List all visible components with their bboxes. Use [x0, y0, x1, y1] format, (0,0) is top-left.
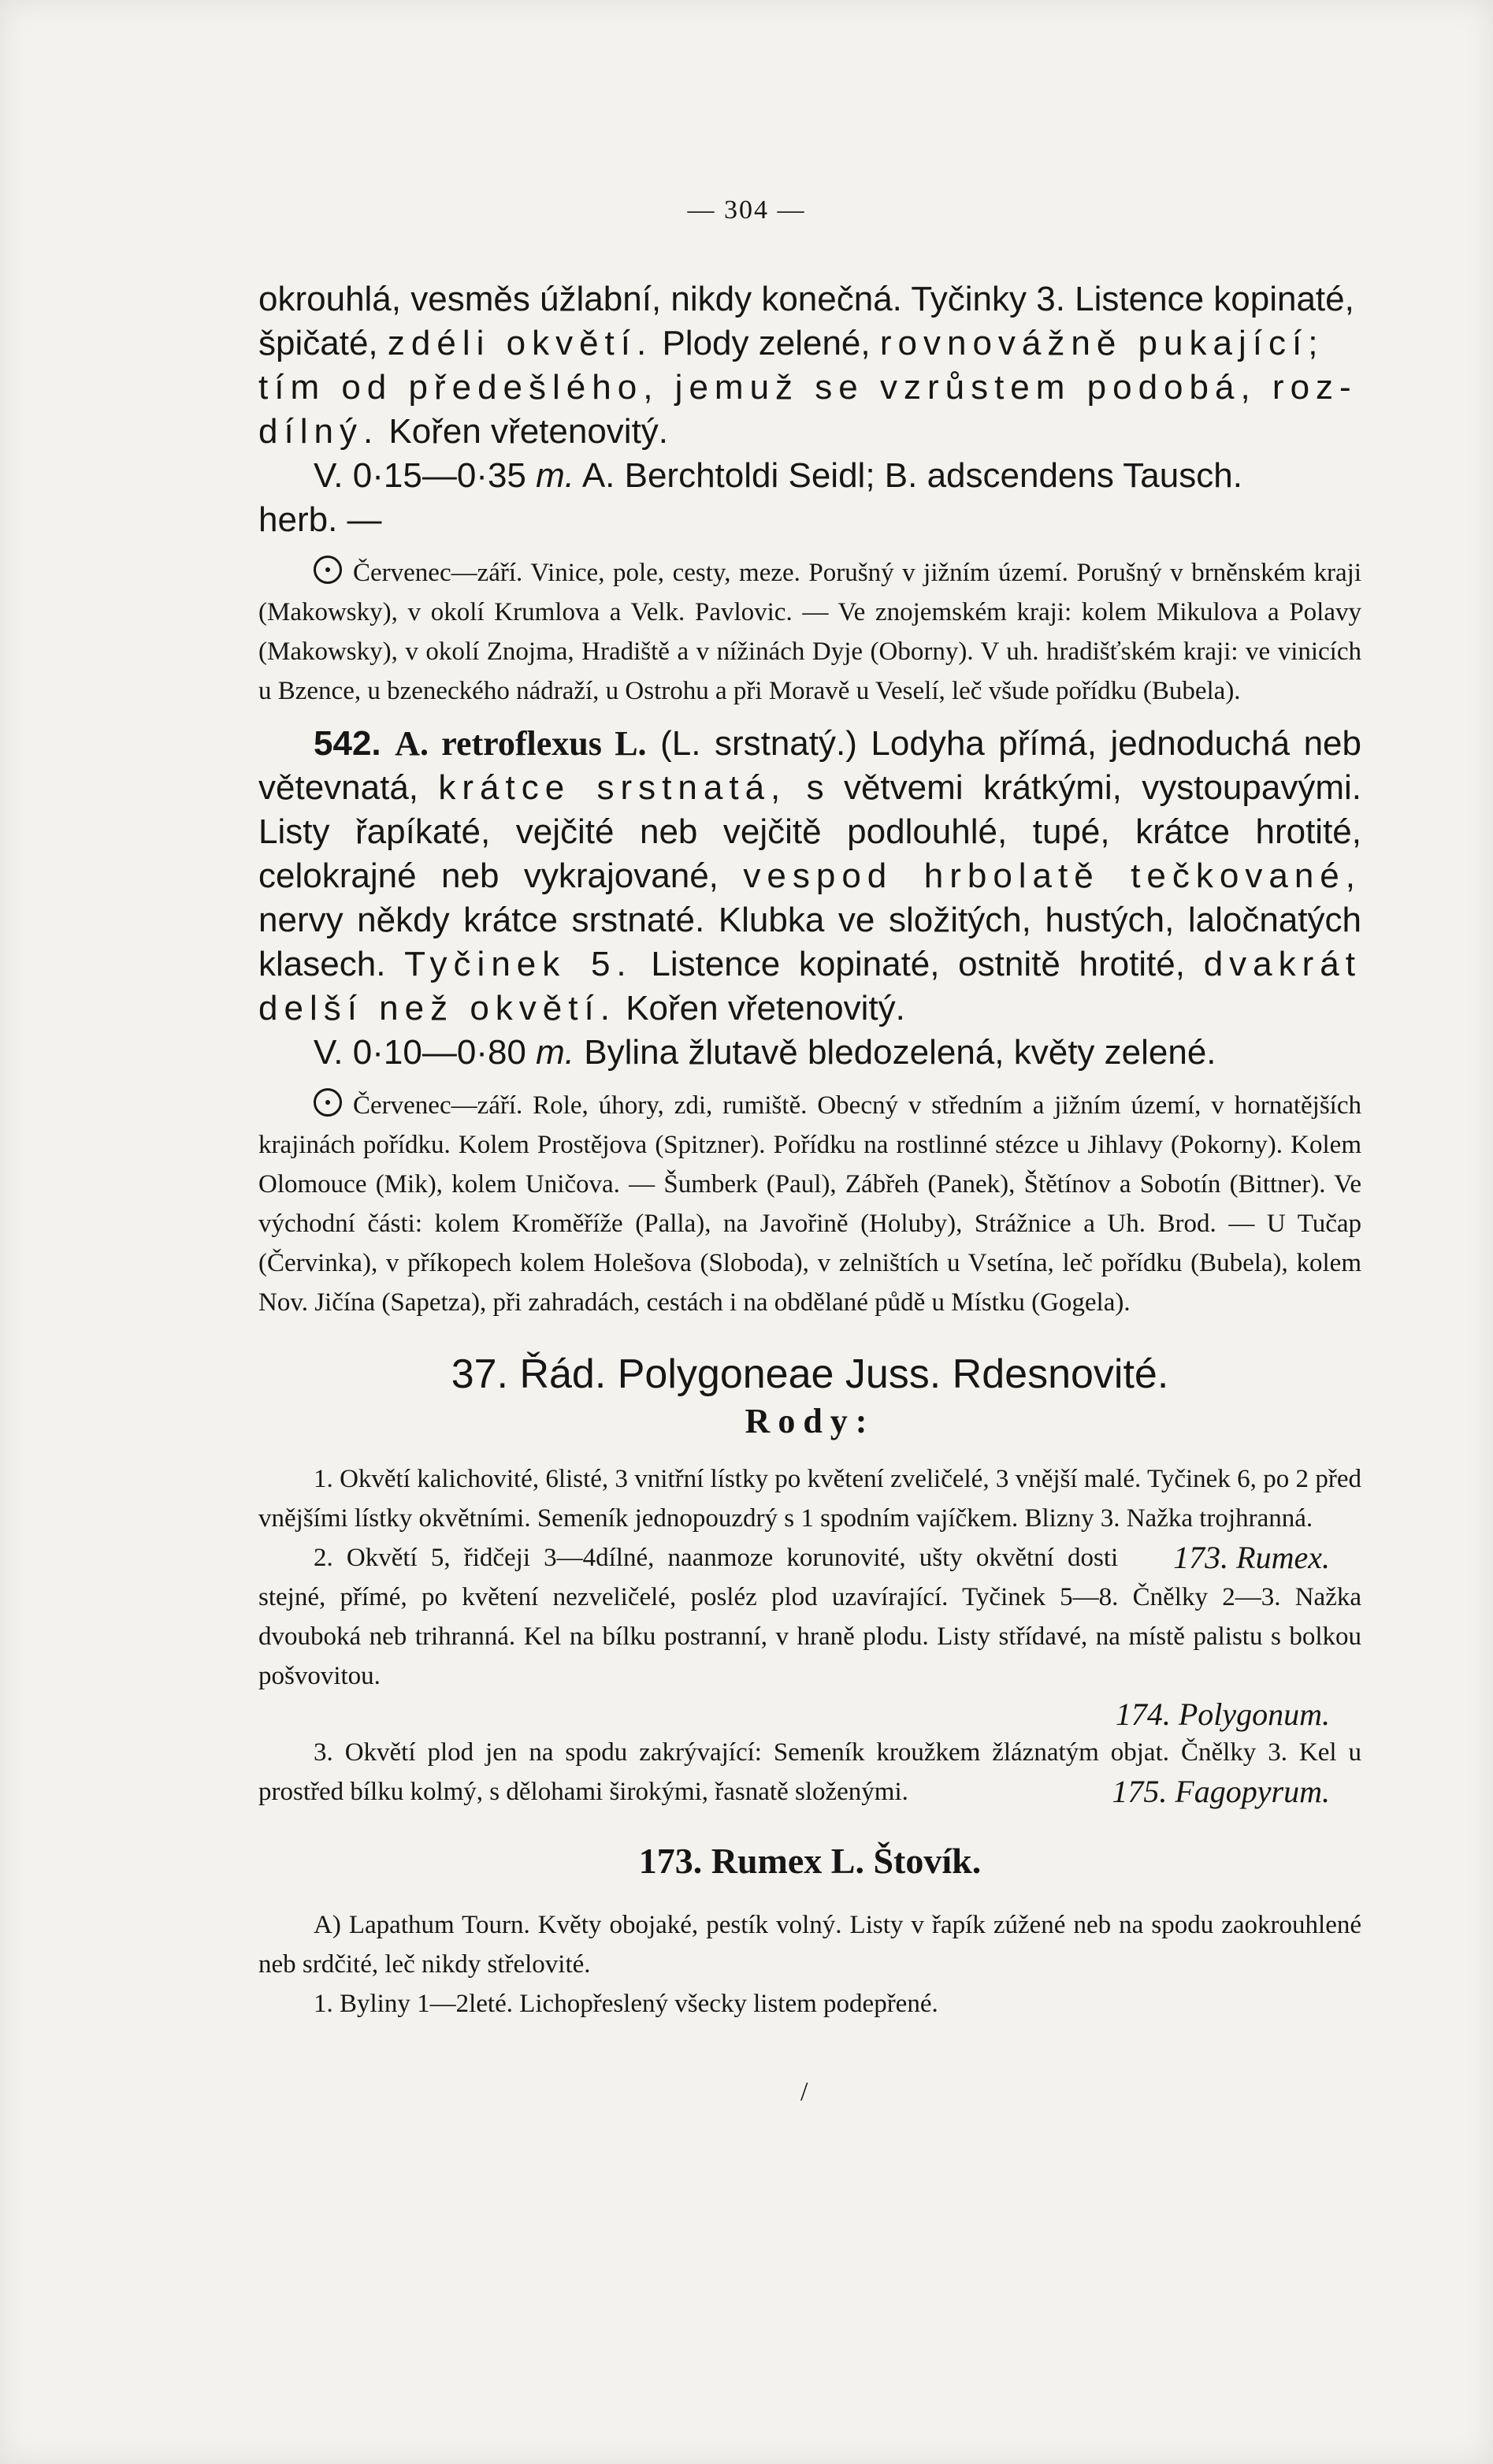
- key-item-1-ref: 173. Rumex.: [1173, 1540, 1330, 1575]
- prev-line-4a: dílný.: [258, 412, 380, 451]
- prev-varieties: A. Berchtoldi Seidl; B. adscendens Tausch.: [581, 456, 1242, 495]
- prev-habitat: [258, 553, 1361, 711]
- species-habitat-text: Červenec—září. Role, úhory, zdi, rumiště. Obecný v středním a jižním území, v hornatějších krajinách pořídku. Kolem Prostějova (Spitzner). Pořídku na rostlinné stézce u Jihlavy (Pokorny). Kolem Olomouce (Mik), kolem Uničova. — Šumberk (Paul), Zábřeh (Panek), Štětínov a Sobotín (Bittner). Ve východní části: kolem Kroměříže (Palla), na Javořině (Holuby), Strážnice a Uh. Brod. — U Tučap (Červinka), v příkopech kolem Holešova (Sloboda), v zelništích u Vsetína, leč pořídku (Bubela), kolem Nov. Jičína (Sapetza), při zahradách, cestách i na obdělané půdě u Místku (Gogela).: [258, 1091, 1361, 1317]
- key-item-3: [258, 1733, 1361, 1812]
- species-name: A. retroflexus L.: [395, 724, 647, 763]
- species-desc-1: Lodyha přímá, jednoduchá neb větevnatá,: [258, 724, 1361, 807]
- key-item-3-ref: 175. Fagopyrum.: [1112, 1774, 1330, 1809]
- prev-line-3: tím od předešlého, jemuž se vzrůstem podobá, roz-: [258, 368, 1357, 407]
- key-item-2-ref: 174. Polygonum.: [1115, 1697, 1330, 1732]
- species-desc-2s: vespod hrbolatě tečkované,: [743, 857, 1361, 895]
- prev-herb: herb. —: [258, 500, 382, 539]
- prev-line-2a: špičaté,: [258, 324, 378, 362]
- prev-line-4b: Kořen vřetenovitý.: [388, 412, 669, 451]
- order-heading: 37. Řád. Polygoneae Juss. Rdesnovité.: [451, 1351, 1169, 1397]
- annual-plant-icon: [314, 1088, 342, 1117]
- page-content: [258, 277, 1361, 2024]
- prev-line-2d: rovnovážně pukající;: [879, 324, 1324, 362]
- species-desc-2: s větvemi krátkými, vystoupavými. Listy řapíkaté, vejčité neb vejčitě podlouhlé, tupé, krátce hrotité, celokrajné neb vykrajované,: [258, 768, 1361, 895]
- species-desc-4s: dvakrát delší než okvětí.: [258, 945, 1361, 1028]
- species-size: V. 0·10—0·80: [314, 1033, 526, 1072]
- prev-description: [258, 277, 1361, 542]
- species-number: 542.: [314, 724, 381, 763]
- prev-habitat-text: Červenec—září. Vinice, pole, cesty, meze. Porušný v jižním území. Porušný v brněnském kraji (Makowsky), v okolí Krumlova a Velk. Pavlovic. — Ve znojemském kraji: kolem Mikulova a Polavy (Makowsky), v okolí Znojma, Hradiště a v nížinách Dyje (Oborny). V uh. hradišťském kraji: ve vinicích u Bzence, u bzeneckého nádraží, u Ostrohu a při Moravě u Veselí, leč všude pořídku (Bubela).: [258, 559, 1361, 705]
- key-item-3-text: 3. Okvětí plod jen na spodu zakrývající: Semeník kroužkem žláznatým objat. Čnělky 3. Kel u prostřed bílku kolmý, s dělohami širokými, řasnatě složenými.: [258, 1738, 1361, 1806]
- species-desc-5: Kořen vřetenovitý.: [626, 989, 905, 1028]
- species-desc-4: Listence kopinaté, ostnitě hrotité,: [651, 945, 1185, 983]
- prev-line-2b: zdéli okvětí.: [387, 324, 653, 362]
- species-desc-3: nervy někdy krátce srstnaté. Klubka ve složitých, hustých, laločnatých klasech.: [258, 901, 1361, 983]
- species-habitat: [258, 1086, 1361, 1322]
- prev-line-2c: Plody zelené,: [662, 324, 871, 362]
- genera-subheading: Rody:: [745, 1402, 875, 1440]
- species-common-name: (L. srstnatý.): [660, 724, 857, 763]
- species-size-unit: m.: [536, 1033, 575, 1072]
- prev-size-unit: m.: [536, 456, 575, 495]
- key-item-1-text: 1. Okvětí kalichovité, 6listé, 3 vnitřní lístky po květení zveličelé, 3 vnější malé. Tyčinek 6, po 2 před vnějšími lístky okvětními. Semeník jednopouzdrý s 1 spodním vajíčkem. Blizny 3. Nažka trojhranná.: [258, 1465, 1361, 1533]
- genus-section-a: A) Lapathum Tourn. Květy obojaké, pestík volný. Listy v řapík zúžené neb na spodu zaokrouhlené neb srdčité, leč nikdy střelovité.: [258, 1911, 1361, 1979]
- species-desc-1s: krátce srstnatá,: [438, 768, 787, 807]
- species-desc-3s: Tyčinek 5.: [404, 945, 633, 983]
- key-item-1: [258, 1459, 1361, 1575]
- key-item-2-text: 2. Okvětí 5, řidčeji 3—4dílné, naanmoze korunovité, ušty okvětní dosti stejné, přímé, po květení nezveličelé, posléz plod uzavírající. Tyčinek 5—8. Čnělky 2—3. Nažka dvouboká neb trihranná. Kel na bílku postranní, v hraně plodu. Listy střídavé, na místě palistu s bolkou pošvovitou.: [258, 1544, 1361, 1690]
- annual-plant-icon: [314, 556, 342, 584]
- genus-key-1: 1. Byliny 1—2leté. Lichopřeslený všecky listem podepřené.: [314, 1990, 938, 2018]
- species-description: [258, 722, 1361, 1075]
- prev-line-1: okrouhlá, vesměs úžlabní, nikdy konečná. Tyčinky 3. Listence kopinaté,: [258, 280, 1354, 318]
- genus-heading: 173. Rumex L. Štovík.: [638, 1841, 982, 1881]
- stray-mark: /: [800, 2077, 808, 2106]
- page-number: — 304 —: [687, 195, 806, 225]
- prev-size: V. 0·15—0·35: [314, 456, 526, 495]
- species-size-2: Bylina žlutavě bledozelená, květy zelené.: [584, 1033, 1216, 1072]
